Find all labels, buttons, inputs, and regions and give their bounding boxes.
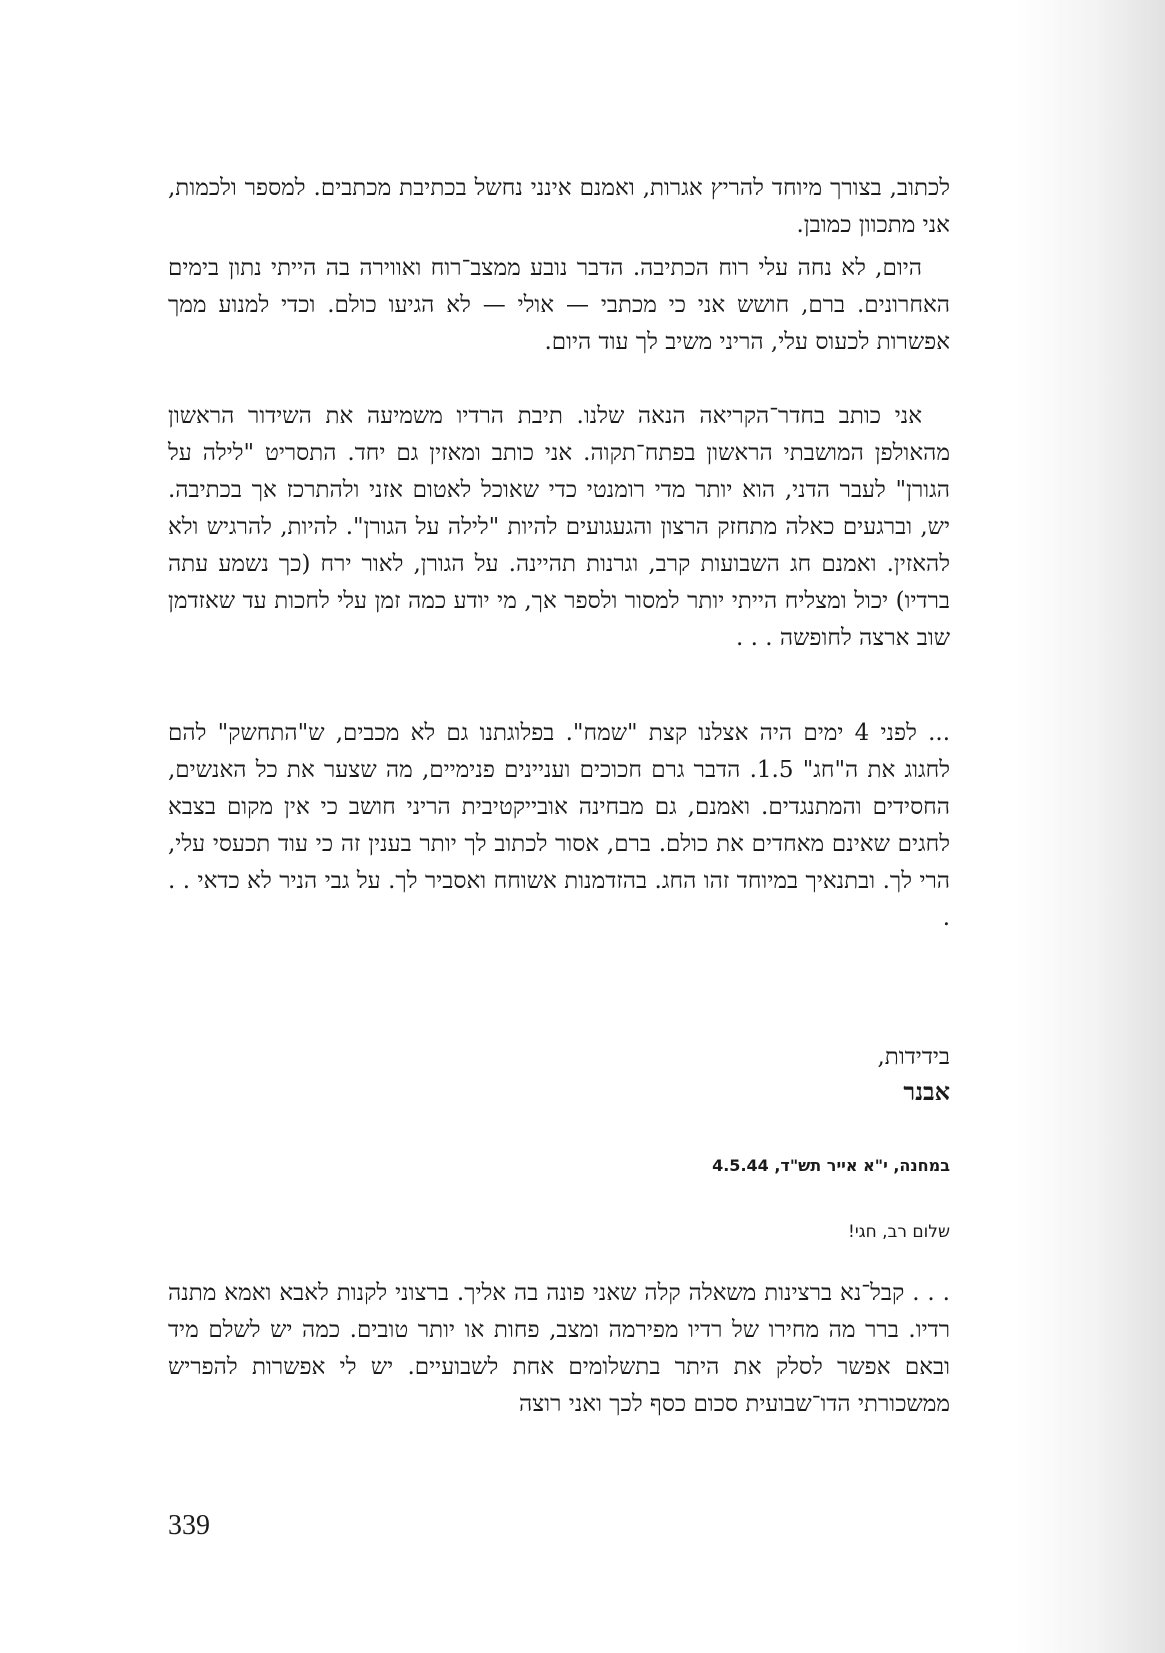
- paragraph-text: . . . קבל־נא ברצינות משאלה קלה שאני פונה בה אליך. ברצוני לקנות לאבא ואמא מתנה רדיו. ברר מה מחירו של רדיו מפירמה ומצב, פחות או יותר טובים. כמה יש לשלם מיד ובאם אפשר לסלק את היתר בתשלומים אחת לשבועיים. יש לי אפשרות להפריש ממשכורתי הדו־שבועית סכום כסף לכך ואני רוצה: [168, 1280, 950, 1417]
- letter1-paragraph-2: [168, 250, 950, 361]
- closing-line: בידידות,: [877, 1044, 950, 1070]
- paragraph-text: לכתוב, בצורך מיוחד להריץ אגרות, ואמנם אינני נחשל בכתיבת מכתבים. למספר ולכמות, אני מתכוון כמובן.: [168, 175, 950, 238]
- letter1-paragraph-3: [168, 398, 950, 657]
- page-edge-shadow: [1015, 0, 1165, 1653]
- letter1-paragraph-4: [168, 715, 950, 937]
- letter2-greeting: שלום רב, חגי!: [848, 1222, 950, 1242]
- paragraph-text: היום, לא נחה עלי רוח הכתיבה. הדבר נובע ממצב־רוח ואווירה בה הייתי נתון בימים האחרונים. ברם, חושש אני כי מכתבי — אולי — לא הגיעו כולם. וכדי למנוע ממך אפשרות לכעוס עלי, הריני משיב לך עוד היום.: [168, 255, 950, 355]
- page-number: 339: [168, 1510, 210, 1541]
- letter2-paragraph-1: [168, 1275, 950, 1423]
- paragraph-text: ... לפני 4 ימים היה אצלנו קצת "שמח". בפלוגתנו גם לא מכבים, ש"התחשק" להם לחגוג את ה"חג" 1.5. הדבר גרם חכוכים ועניינים פנימיים, מה שצער את כל האנשים, החסידים והמתנגדים. ואמנם, גם מבחינה אובייקטיבית הריני חושב כי אין מקום בצבא לחגים שאינם מאחדים את כולם. ברם, אסור לכתוב לך יותר בענין זה כי עוד תכעסי עלי, הרי לך. ובתנאיך במיוחד זהו החג. בהזדמנות אשוחח ואסביר לך. על גבי הניר לא כדאי . . .: [168, 720, 951, 931]
- letter1-paragraph-1: [168, 170, 950, 244]
- paragraph-text: אני כותב בחדר־הקריאה הנאה שלנו. תיבת הרדיו משמיעה את השידור הראשון מהאולפן המושבתי הראשון בפתח־תקוה. אני כותב ומאזין גם יחד. התסריט "לילה על הגורן" לעבר הדני, הוא יותר מדי רומנטי כדי שאוכל לאטום אזני ולהתרכז אך בכתיבה. יש, וברגעים כאלה מתחזק הרצון והגעגועים להיות "לילה על הגורן". להיות, להרגיש ולא להאזין. ואמנם חג השבועות קרב, וגרנות תהיינה. על הגורן, לאור ירח (כך נשמע עתה ברדיו) יכול ומצליח הייתי יותר למסור ולספר אך, מי יודע כמה זמן עלי לחכות עד שאזדמן שוב ארצה לחופשה . . .: [168, 403, 950, 651]
- letter2-dateline: במחנה, י"א אייר תש"ד, 4.5.44: [712, 1156, 950, 1175]
- signature-name: אבנר: [903, 1077, 950, 1106]
